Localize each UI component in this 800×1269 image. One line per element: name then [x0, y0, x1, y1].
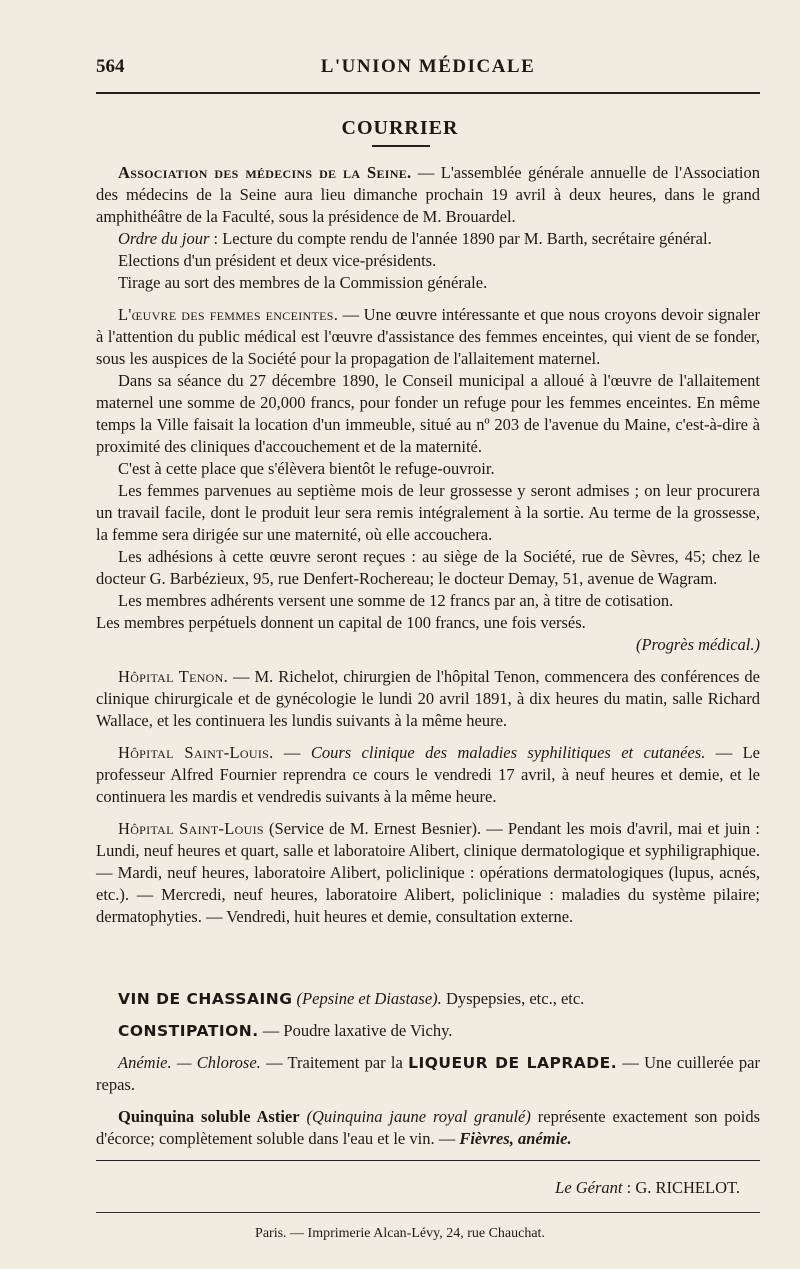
- saint-louis-course: Cours clinique des maladies syphilitiques et cutanées.: [310, 743, 706, 762]
- ordre-label: Ordre du jour: [118, 229, 210, 248]
- saint-louis-text: — Le professeur Alfred Fournier reprendra ce cours le vendredi 17 avril, à neuf heures et demie, et le continuera les mardis et vendredis suivants à la même heure.: [96, 743, 761, 806]
- ad-vin-chassaing: [96, 988, 760, 1010]
- laprade-post: — Une cuillerée par repas.: [96, 1053, 760, 1094]
- paragraph-tenon: [96, 666, 760, 732]
- paragraph-ordre-du-jour: [96, 228, 760, 250]
- saint-louis-besnier-heading: Hôpital Saint-Louis: [118, 819, 264, 838]
- constipation-heading: CONSTIPATION.: [118, 1022, 259, 1040]
- laprade-pre: — Traitement par la: [260, 1053, 409, 1072]
- oeuvre-heading: L'œuvre des femmes enceintes.: [118, 305, 339, 324]
- paragraph-membres-perpetuels: Les membres perpétuels donnent un capital de 100 francs, une fois versés.: [96, 613, 586, 632]
- tenon-heading: Hôpital Tenon.: [118, 667, 229, 686]
- quinquina-tail: Fièvres, anémie.: [459, 1129, 572, 1148]
- saint-louis-heading: Hôpital Saint-Louis.: [118, 743, 274, 762]
- ad-laprade: [96, 1052, 760, 1096]
- oeuvre-text: — Une œuvre intéressante et que nous croyons devoir signaler à l'attention du public médical est l'œuvre d'assistance des femmes enceintes, qui vient de se fonder, sous les auspices de la Société pour la propagation de l'allaitement maternel.: [96, 305, 760, 368]
- paragraph-oeuvre: [96, 304, 760, 370]
- footer-rule: [96, 1212, 760, 1213]
- quinquina-paren: (Quinquina jaune royal granulé): [299, 1107, 531, 1126]
- page-number: 564: [96, 56, 125, 77]
- section-title: COURRIER: [341, 117, 459, 139]
- paragraph-association: [96, 162, 760, 228]
- header-rule: [96, 92, 760, 94]
- advertisements: [96, 988, 760, 1160]
- laprade-heading: LIQUEUR DE LAPRADE.: [408, 1054, 618, 1072]
- association-text: — L'assemblée générale annuelle de l'Association des médecins de la Seine aura lieu dimanche prochain 19 avril à deux heures, dans le grand amphithéâtre de la Faculté, sous la présidence de M. Brouardel.: [96, 163, 760, 226]
- ads-rule: [96, 1160, 760, 1161]
- journal-title: L'UNION MÉDICALE: [320, 56, 536, 77]
- paragraph-adhesions: Les adhésions à cette œuvre seront reçues : au siège de la Société, rue de Sèvres, 45; chez le docteur G. Barbézieux, 95, rue Denfert-Rochereau; le docteur Demay, 51, avenue de Wagram.: [96, 547, 760, 588]
- tenon-text: — M. Richelot, chirurgien de l'hôpital Tenon, commencera des conférences de clinique chirurgicale et de gynécologie le lundi 20 avril 1891, à dix heures du matin, salle Richard Wallace, et les continuera les lundis suivants à la même heure.: [96, 667, 760, 730]
- paragraph-saint-louis-besnier: [96, 818, 760, 928]
- paragraph-refuge: C'est à cette place que s'élèvera bientôt le refuge-ouvroir.: [118, 459, 495, 478]
- paragraph-elections: Elections d'un président et deux vice-présidents.: [118, 251, 437, 270]
- paragraph-seance: Dans sa séance du 27 décembre 1890, le Conseil municipal a alloué à l'œuvre de l'allaitement maternel une somme de 20,000 francs, pour fonder un refuge pour les femmes enceintes. En même temps la Ville faisait la location d'un immeuble, situé au nº 203 de l'avenue du Maine, c'est-à-dire à proximité des cliniques d'accouchement et de la maternité.: [96, 371, 760, 456]
- vin-paren: (Pepsine et Diastase).: [292, 989, 442, 1008]
- signature: [555, 1178, 740, 1198]
- signature-name: : G. RICHELOT.: [622, 1178, 740, 1197]
- page-header: [96, 56, 760, 86]
- saint-louis-besnier-text: (Service de M. Ernest Besnier). — Pendant les mois d'avril, mai et juin : Lundi, neuf heures et quart, salle et laboratoire Alibert, clinique dermatologique et syphiligraphique. — Mardi, neuf heures, laboratoire Alibert, policlinique : opérations dermatologiques (lupus, acnés, etc.). — Mercredi, neuf heures, laboratoire Alibert, policlinique : maladies du système pilaire; dermatophyties. — Vendredi, huit heures et demie, consultation externe.: [96, 819, 760, 926]
- paragraph-tirage: Tirage au sort des membres de la Commission générale.: [118, 273, 488, 292]
- quinquina-text: représente exactement son poids d'écorce; complètement soluble dans l'eau et le vin. —: [96, 1107, 761, 1148]
- paragraph-saint-louis-fournier: [96, 742, 760, 808]
- section-underline: [372, 145, 430, 147]
- vin-heading: VIN DE CHASSAING: [118, 990, 293, 1008]
- paragraph-femmes: Les femmes parvenues au septième mois de leur grossesse y seront admises ; on leur procurera un travail facile, dont le produit leur sera remis intégralement à la sortie. Au terme de la grossesse, la femme sera dirigée sur une maternité, où elle accouchera.: [96, 481, 760, 544]
- vin-text: Dyspepsies, etc., etc.: [441, 989, 585, 1008]
- association-heading: Association des médecins de la Seine.: [118, 163, 412, 182]
- quinquina-heading: Quinquina soluble Astier: [118, 1107, 300, 1126]
- anemie-text: Anémie. — Chlorose.: [118, 1053, 261, 1072]
- imprint: Paris. — Imprimerie Alcan-Lévy, 24, rue Chauchat.: [255, 1226, 545, 1241]
- paragraph-membres-adherents: Les membres adhérents versent une somme de 12 francs par an, à titre de cotisation.: [118, 591, 674, 610]
- ordre-text: : Lecture du compte rendu de l'année 1890 par M. Barth, secrétaire général.: [209, 229, 712, 248]
- signature-label: Le Gérant: [555, 1178, 623, 1197]
- source-citation: (Progrès médical.): [635, 635, 760, 654]
- ad-quinquina: [96, 1106, 760, 1150]
- saint-louis-dash: —: [273, 743, 311, 762]
- ad-constipation: [96, 1020, 760, 1042]
- article-body: [96, 162, 760, 928]
- constipation-text: — Poudre laxative de Vichy.: [258, 1021, 453, 1040]
